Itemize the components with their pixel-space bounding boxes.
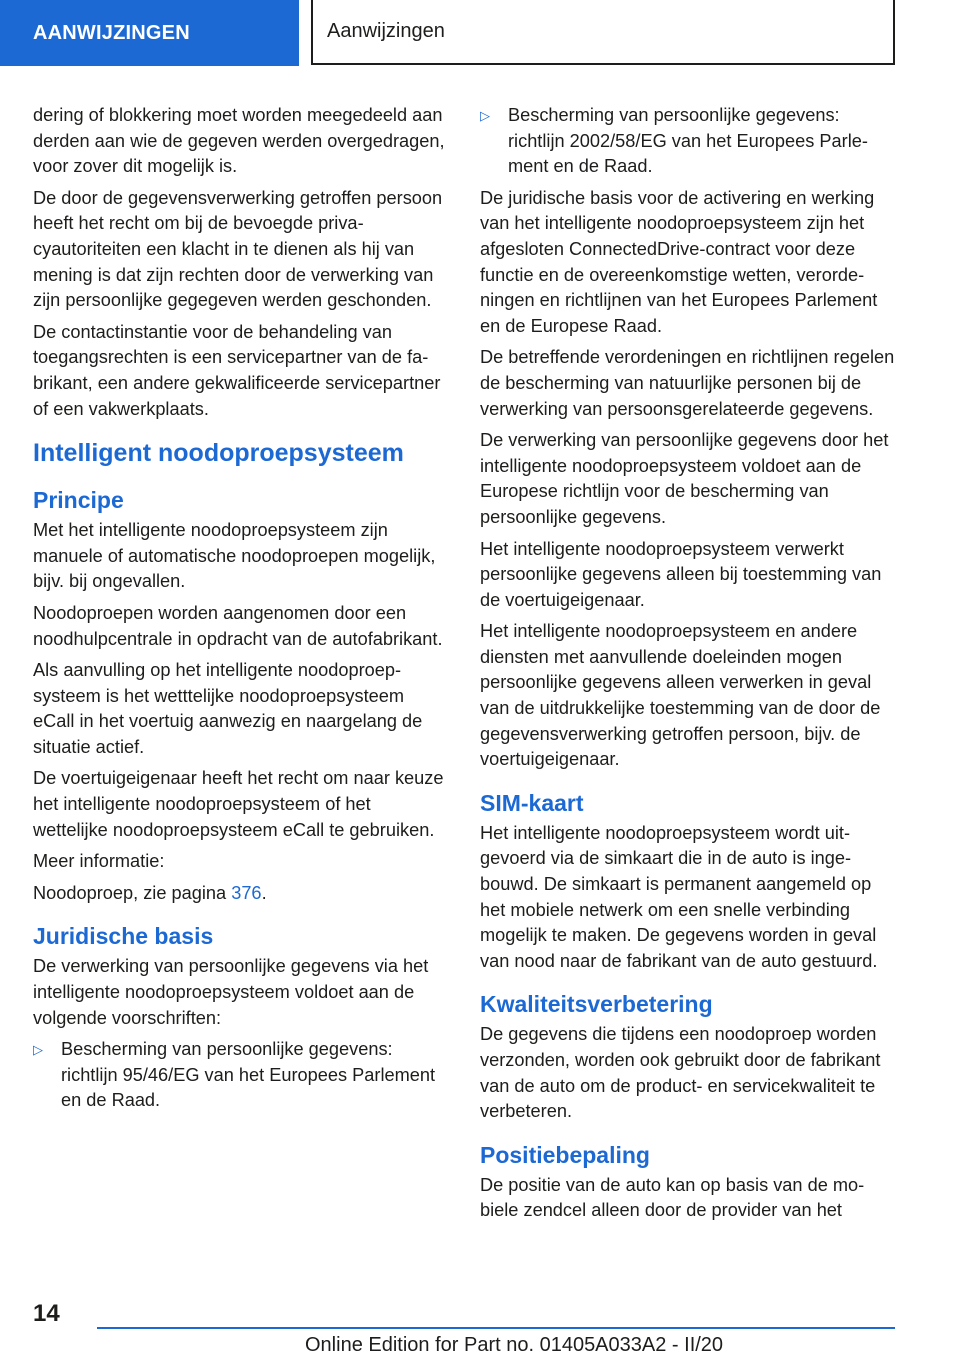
page-number: 14	[33, 1300, 60, 1327]
paragraph: De gegevens die tijdens een noodoproep worden verzonden, worden ook gebruikt door de fabrikant van de auto om de product- en servicekwaliteit te verbeteren.	[480, 1024, 881, 1122]
list-item-text: Bescherming van persoonlijke gegevens: richtlijn 2002/58/EG van het Europees Parlement en de Raad.	[508, 105, 868, 177]
heading-sim-kaart: SIM-kaart	[480, 789, 584, 816]
right-column	[480, 103, 896, 1230]
section-title: Aanwijzingen	[311, 0, 895, 65]
reference-text: Noodoproep, zie pagina	[33, 882, 232, 903]
paragraph: Als aanvulling op het intelligente noodoproepsysteem is het wetttelijke noodoproepsysteem eCall in het voertuig aanwezig en naargelang de situatie actief.	[33, 660, 423, 757]
heading-kwaliteitsverbetering: Kwaliteitsverbetering	[480, 991, 713, 1018]
paragraph: dering of blokkering moet worden meegedeeld aan derden aan wie de gegeven werden overgedragen, voor zover dit mogelijk is.	[33, 105, 445, 177]
paragraph: De betreffende verordeningen en richtlijnen regelen de bescherming van natuurlijke personen bij de verwerking van persoonsgerelateerde gegevens.	[480, 347, 895, 419]
paragraph: De positie van de auto kan op basis van de mobiele zendcel alleen door de provider van het	[480, 1174, 865, 1221]
list-item	[480, 103, 896, 180]
footer-edition: Online Edition for Part no. 01405A033A2 - II/20	[305, 1334, 724, 1356]
heading-intelligent-noodoproepsysteem: Intelligent noodoproepsysteem	[33, 439, 404, 468]
heading-principe: Principe	[33, 487, 124, 514]
heading-positiebepaling: Positiebepaling	[480, 1141, 650, 1168]
left-column	[33, 103, 449, 1120]
heading-juridische-basis: Juridische basis	[33, 923, 214, 950]
paragraph: De voertuigeigenaar heeft het recht om naar keuze het intelligente noodoproepsysteem of het wettelijke noodoproepsysteem eCall te gebruiken.	[33, 768, 444, 840]
paragraph: De verwerking van persoonlijke gegevens door het intelligente noodoproepsysteem voldoet aan de Europese richtlijn voor de bescherming van persoonlijke gegevens.	[480, 430, 889, 527]
bullet-triangle-icon: ▷	[480, 108, 490, 123]
paragraph: Het intelligente noodoproepsysteem en andere diensten met aanvullende doeleinden mogen persoonlijke gegevens alleen verwerken in geval van de uitdrukkelijke toestemming van de door de gegevensverwerking getroffen persoon, bijv. de voertuigeigenaar.	[480, 621, 881, 770]
paragraph: De door de gegevensverwerking getroffen persoon heeft het recht om bij de bevoegde privacyautoriteiten een klacht in te dienen als hij van mening is dat zijn rechten door de verwerking van zijn persoonlijke gegegeven werden geschonden.	[33, 187, 443, 311]
footer-divider	[97, 1327, 895, 1329]
paragraph: De juridische basis voor de activering en werking van het intelligente noodoproepsysteem zijn het afgesloten ConnectedDrive-contract voor deze functie en de overeenkomstige wetten, verordeningen en richtlijnen van het Europees Parlement en de Europese Raad.	[480, 187, 878, 336]
paragraph: De verwerking van persoonlijke gegevens via het intelligente noodoproepsysteem voldoet aan de volgende voorschriften:	[33, 956, 429, 1028]
bullet-triangle-icon: ▷	[33, 1042, 43, 1058]
paragraph: Het intelligente noodoproepsysteem wordt uitgevoerd via de simkaart die in de auto is ingebouwd. De simkaart is permanent aangemeld op het mobiele netwerk om een snelle verbinding mogelijk te maken. De gegevens worden in geval van nood naar de fabrikant van de auto gestuurd.	[480, 822, 878, 971]
reference-end: .	[261, 882, 267, 903]
paragraph: Met het intelligente noodoproepsysteem zijn manuele of automatische noodoproepen mogelijk, bijv. bij ongevallen.	[33, 520, 436, 592]
paragraph: De contactinstantie voor de behandeling van toegangsrechten is een servicepartner van de fabrikant, een andere gekwalificeerde servicepartner of een vakwerkplaats.	[33, 321, 441, 419]
paragraph: Het intelligente noodoproepsysteem verwerkt persoonlijke gegevens alleen bij toestemming van de voertuigeigenaar.	[480, 538, 882, 610]
page-link-376[interactable]: 376	[231, 882, 262, 903]
paragraph: Meer informatie:	[33, 851, 165, 872]
list-item	[33, 1037, 449, 1114]
list-item-text: Bescherming van persoonlijke gegevens: richtlijn 95/46/EG van het Europees Parlement en de Raad.	[61, 1039, 436, 1111]
paragraph: Noodoproepen worden aangenomen door een noodhulpcentrale in opdracht van de autofabrikant.	[33, 602, 443, 649]
section-tab[interactable]: AANWIJZINGEN	[0, 0, 299, 66]
paragraph-page-reference	[33, 881, 449, 907]
